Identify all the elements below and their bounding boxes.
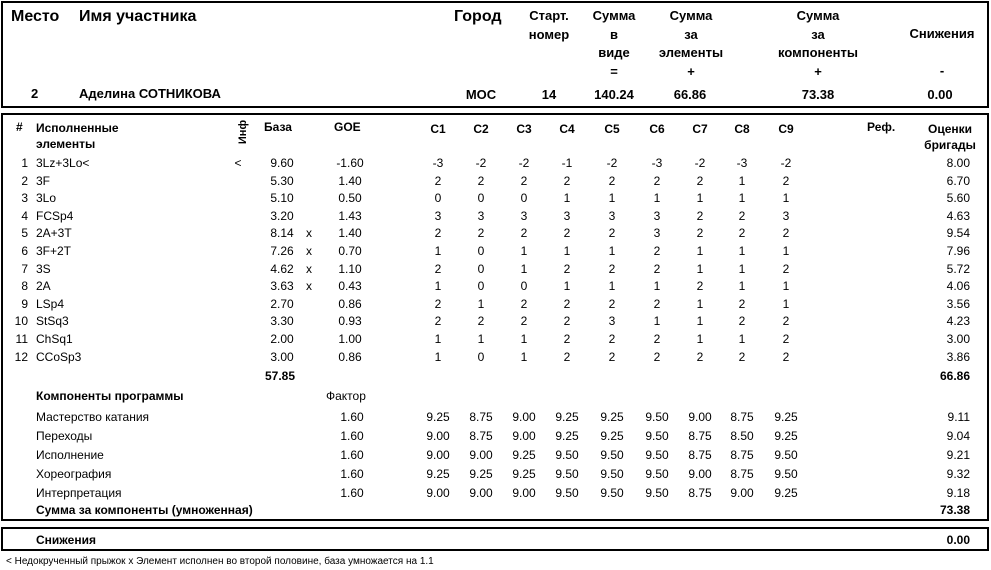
- element-row-judge-9: 2: [782, 332, 790, 346]
- element-row-goe: 0.70: [338, 244, 362, 258]
- component-row-judge-4: 9.25: [555, 410, 579, 424]
- component-row-judge-2: 8.75: [469, 410, 493, 424]
- element-row-base: 3.20: [270, 208, 294, 223]
- component-row-judge-8: 8.75: [730, 467, 754, 481]
- element-row-name: StSq3: [36, 314, 69, 329]
- element-row-judge-3: 2: [520, 314, 528, 329]
- element-row-judge-4: 2: [563, 173, 571, 188]
- deductions-label: Снижения -: [909, 26, 975, 78]
- component-row-score: 9.11: [947, 410, 970, 424]
- element-row-num: 3: [21, 191, 28, 206]
- element-row-judge-6: 2: [653, 296, 661, 311]
- element-row-judge-8: 1: [738, 332, 746, 346]
- element-row-base: 4.62: [270, 261, 294, 276]
- element-row-num: 9: [21, 296, 28, 311]
- element-row-name: 3Lo: [36, 191, 57, 206]
- component-row-score: 9.32: [946, 467, 970, 481]
- component-row-judge-4: 9.50: [555, 448, 579, 462]
- element-row-judge-7: 1: [696, 296, 704, 311]
- component-row-judge-3: 9.00: [512, 410, 536, 424]
- component-row-name: Интерпретация: [36, 486, 122, 500]
- element-row-base: 3.30: [270, 314, 294, 329]
- element-row-judge-5: 1: [608, 191, 616, 206]
- element-row-judge-3: 2: [520, 296, 528, 311]
- col-element-header: Исполненные элементы: [36, 121, 119, 151]
- component-row-judge-3: 9.25: [512, 467, 536, 481]
- element-row-judge-9: 2: [782, 226, 790, 241]
- element-row-judge-3: 3: [520, 208, 528, 223]
- element-row-judge-6: 2: [653, 173, 661, 188]
- element-row-judge-8: 1: [738, 244, 746, 258]
- component-row-judge-5: 9.25: [600, 429, 624, 443]
- element-row-name: 2A+3T: [36, 226, 72, 241]
- element-row-name: LSp4: [36, 296, 65, 311]
- component-row-judge-1: 9.25: [426, 467, 450, 481]
- skater-total: 140.24: [594, 87, 634, 102]
- component-row-judge-4: 9.25: [555, 429, 579, 443]
- element-row-score: 8.00: [946, 156, 970, 170]
- element-row-judge-8: 2: [738, 208, 746, 223]
- element-row-judge-7: 1: [696, 244, 704, 258]
- element-row-judge-4: 1: [563, 191, 571, 206]
- element-row-judge-4: 2: [563, 332, 571, 346]
- judge-header-9: C9: [778, 122, 794, 136]
- element-row-judge-3: 1: [520, 261, 528, 276]
- element-row-goe: 0.86: [338, 349, 362, 364]
- component-row-name: Исполнение: [36, 448, 104, 462]
- element-row-base: 5.30: [270, 173, 294, 188]
- element-row-judge-1: 2: [434, 314, 442, 329]
- col-base-header: База: [264, 120, 292, 134]
- component-row-name: Мастерство катания: [36, 410, 150, 424]
- element-row-judge-9: -2: [780, 156, 792, 170]
- element-row-name: ChSq1: [36, 332, 73, 346]
- element-row-score: 6.70: [946, 173, 970, 188]
- component-row-score: 9.21: [946, 448, 970, 462]
- element-row-goe: 1.00: [338, 332, 362, 346]
- element-row-goe: 0.93: [338, 314, 362, 329]
- element-row-judge-3: 0: [520, 279, 528, 294]
- element-row-judge-3: -2: [518, 156, 530, 170]
- element-row-judge-7: 1: [696, 314, 704, 329]
- element-row-judge-3: 2: [520, 226, 528, 241]
- element-row-judge-5: 2: [608, 296, 616, 311]
- element-row-judge-7: 2: [696, 226, 704, 241]
- element-row-num: 5: [21, 226, 28, 241]
- element-row-judge-2: 0: [477, 261, 485, 276]
- component-row-judge-4: 9.50: [555, 486, 579, 500]
- element-row-judge-1: 2: [434, 296, 442, 311]
- element-row-judge-5: 2: [608, 173, 616, 188]
- element-row-num: 2: [21, 173, 28, 188]
- component-row-judge-6: 9.50: [645, 467, 669, 481]
- deductions-box: [1, 527, 989, 551]
- element-row-base: 8.14: [270, 226, 294, 241]
- col-goe-header: GOE: [334, 120, 361, 134]
- components-total-label: Сумма за компоненты (умноженная): [36, 503, 253, 517]
- components-title: Компоненты программы: [36, 389, 184, 403]
- element-row-judge-1: -3: [432, 156, 444, 170]
- element-row-score: 7.96: [946, 244, 970, 258]
- element-row-judge-3: 1: [520, 244, 528, 258]
- element-row-judge-9: 1: [782, 279, 790, 294]
- element-row-name: CCoSp3: [36, 349, 82, 364]
- element-row-num: 12: [14, 349, 28, 364]
- element-row-judge-2: 3: [477, 208, 485, 223]
- skater-deductions: 0.00: [927, 87, 953, 102]
- element-row-judge-9: 1: [782, 191, 790, 206]
- element-row-judge-4: 3: [563, 208, 571, 223]
- element-row-judge-3: 1: [520, 349, 528, 364]
- element-row-goe: 1.40: [338, 173, 362, 188]
- element-row-judge-5: 2: [608, 349, 616, 364]
- component-row-judge-4: 9.50: [555, 467, 579, 481]
- element-row-judge-1: 3: [434, 208, 442, 223]
- element-row-num: 6: [21, 244, 28, 258]
- element-row-judge-2: 0: [477, 191, 485, 206]
- element-row-score: 4.23: [946, 314, 970, 329]
- skater-start-number: 14: [541, 87, 557, 102]
- element-row-info: <: [234, 156, 242, 170]
- element-row-judge-6: 1: [653, 279, 661, 294]
- element-row-judge-5: 2: [608, 226, 616, 241]
- element-row-base: 2.70: [270, 296, 294, 311]
- element-row-judge-4: 2: [563, 349, 571, 364]
- element-row-judge-7: 2: [696, 208, 704, 223]
- component-row-factor: 1.60: [340, 410, 364, 424]
- element-row-name: 3S: [36, 261, 51, 276]
- component-row-judge-6: 9.50: [645, 486, 669, 500]
- element-row-score: 4.06: [946, 279, 970, 294]
- element-row-base: 2.00: [270, 332, 294, 346]
- element-row-judge-9: 1: [782, 244, 790, 258]
- judge-header-6: C6: [649, 122, 665, 136]
- element-row-base: 3.63: [270, 279, 294, 294]
- element-row-num: 11: [15, 332, 28, 346]
- element-row-judge-6: 1: [653, 314, 661, 329]
- element-row-goe: 0.50: [338, 191, 362, 206]
- element-row-name: 2A: [36, 279, 51, 294]
- element-row-judge-7: 1: [696, 191, 704, 206]
- component-row-judge-5: 9.50: [600, 467, 624, 481]
- element-row-judge-1: 1: [434, 349, 442, 364]
- component-row-judge-1: 9.00: [426, 486, 450, 500]
- component-row-judge-2: 9.00: [469, 486, 493, 500]
- element-row-judge-6: -3: [651, 156, 663, 170]
- component-row-name: Переходы: [36, 429, 93, 443]
- element-row-x-flag: x: [306, 226, 312, 241]
- element-row-judge-4: 1: [563, 279, 571, 294]
- city-label: Город: [454, 8, 502, 25]
- element-row-judge-8: 2: [738, 349, 746, 364]
- judge-header-3: C3: [516, 122, 532, 136]
- element-row-judge-6: 3: [653, 208, 661, 223]
- element-row-judge-1: 2: [434, 261, 442, 276]
- element-row-name: 3Lz+3Lo<: [36, 156, 90, 170]
- component-row-factor: 1.60: [340, 486, 364, 500]
- component-row-judge-7: 9.00: [688, 467, 712, 481]
- element-row-goe: 0.43: [338, 279, 362, 294]
- element-row-judge-8: 1: [738, 191, 746, 206]
- component-row-score: 9.04: [946, 429, 970, 443]
- element-row-judge-8: 1: [738, 261, 746, 276]
- element-row-judge-2: 2: [477, 226, 485, 241]
- component-row-judge-3: 9.00: [512, 429, 536, 443]
- component-row-judge-3: 9.25: [512, 448, 536, 462]
- element-row-base: 9.60: [270, 156, 294, 170]
- skater-name: Аделина СОТНИКОВА: [79, 86, 221, 101]
- element-row-score: 9.54: [946, 226, 970, 241]
- element-row-judge-3: 1: [520, 332, 528, 346]
- element-row-judge-6: 2: [653, 261, 661, 276]
- element-row-base: 7.26: [270, 244, 294, 258]
- judge-header-2: C2: [473, 122, 489, 136]
- component-row-judge-9: 9.25: [774, 486, 798, 500]
- component-row-judge-7: 8.75: [688, 448, 712, 462]
- element-row-judge-7: 1: [696, 332, 704, 346]
- element-row-score: 5.60: [946, 191, 970, 206]
- element-row-judge-6: 2: [653, 244, 661, 258]
- element-row-judge-2: 1: [477, 296, 485, 311]
- element-row-judge-1: 1: [434, 279, 442, 294]
- element-row-judge-6: 1: [653, 191, 661, 206]
- component-row-judge-9: 9.25: [774, 429, 798, 443]
- element-row-judge-2: 0: [477, 279, 485, 294]
- element-row-judge-3: 0: [520, 191, 528, 206]
- element-row-judge-7: -2: [694, 156, 706, 170]
- skater-city: МОС: [465, 87, 497, 102]
- element-row-x-flag: x: [306, 279, 312, 294]
- factor-label: Фактор: [326, 389, 366, 403]
- element-row-base: 5.10: [270, 191, 294, 206]
- element-row-name: FCSp4: [36, 208, 74, 223]
- element-row-judge-8: 2: [738, 296, 746, 311]
- component-row-judge-2: 8.75: [469, 429, 493, 443]
- element-row-judge-7: 1: [696, 261, 704, 276]
- element-row-judge-9: 2: [782, 349, 790, 364]
- element-row-score: 3.56: [946, 296, 970, 311]
- col-score-header: Оценки бригады: [924, 122, 976, 152]
- element-row-goe: -1.60: [336, 156, 364, 170]
- element-row-judge-7: 2: [696, 173, 704, 188]
- element-row-num: 1: [21, 156, 28, 170]
- component-row-factor: 1.60: [340, 467, 364, 481]
- component-row-judge-5: 9.25: [600, 410, 624, 424]
- element-row-judge-1: 1: [434, 244, 442, 258]
- component-row-judge-5: 9.50: [600, 448, 624, 462]
- skater-place: 2: [31, 86, 39, 101]
- component-row-judge-8: 8.75: [730, 410, 754, 424]
- element-row-judge-3: 2: [520, 173, 528, 188]
- element-row-judge-5: 3: [608, 208, 616, 223]
- element-row-judge-6: 2: [653, 349, 661, 364]
- element-row-base: 3.00: [270, 349, 294, 364]
- deductions-box-label: Снижения: [36, 533, 96, 547]
- element-row-judge-8: 2: [738, 226, 746, 241]
- component-row-name: Хореография: [36, 467, 112, 481]
- element-row-judge-1: 1: [434, 332, 442, 346]
- element-row-name: 3F+2T: [36, 244, 72, 258]
- element-row-goe: 1.10: [338, 261, 362, 276]
- element-row-judge-4: 2: [563, 226, 571, 241]
- component-row-judge-1: 9.00: [426, 448, 450, 462]
- element-row-x-flag: x: [306, 261, 312, 276]
- element-row-judge-9: 2: [782, 173, 790, 188]
- element-row-judge-8: 1: [738, 173, 746, 188]
- deductions-box-value: 0.00: [946, 533, 970, 547]
- judge-header-5: C5: [604, 122, 620, 136]
- component-row-judge-6: 9.50: [645, 410, 669, 424]
- skater-elements-total: 66.86: [673, 87, 707, 102]
- base-total: 57.85: [264, 369, 296, 383]
- element-row-judge-5: 1: [608, 279, 616, 294]
- component-row-judge-2: 9.25: [469, 467, 493, 481]
- component-row-judge-7: 8.75: [688, 429, 712, 443]
- element-row-judge-4: 2: [563, 261, 571, 276]
- element-row-judge-1: 0: [434, 191, 442, 206]
- element-row-judge-2: 2: [477, 314, 485, 329]
- element-row-judge-8: 1: [738, 279, 746, 294]
- element-row-judge-9: 1: [782, 296, 790, 311]
- element-row-judge-5: 1: [608, 244, 616, 258]
- element-row-score: 3.00: [946, 332, 970, 346]
- element-row-score: 3.86: [946, 349, 970, 364]
- name-label: Имя участника: [79, 8, 197, 25]
- element-row-judge-2: 0: [477, 244, 485, 258]
- components-score-label: Сумма за компоненты +: [778, 8, 858, 79]
- col-info-header: Инф: [237, 119, 249, 145]
- element-row-judge-2: 1: [477, 332, 485, 346]
- element-row-judge-4: 2: [563, 314, 571, 329]
- component-row-judge-2: 9.00: [469, 448, 493, 462]
- component-row-factor: 1.60: [340, 429, 364, 443]
- element-row-judge-5: 2: [608, 261, 616, 276]
- element-row-x-flag: x: [306, 244, 312, 258]
- component-row-factor: 1.60: [340, 448, 364, 462]
- judge-header-7: C7: [692, 122, 708, 136]
- judge-header-8: C8: [734, 122, 750, 136]
- element-row-num: 7: [21, 261, 28, 276]
- component-row-judge-1: 9.25: [426, 410, 450, 424]
- component-row-judge-1: 9.00: [426, 429, 450, 443]
- element-row-num: 8: [21, 279, 28, 294]
- component-row-judge-9: 9.50: [774, 448, 798, 462]
- element-row-goe: 1.40: [338, 226, 362, 241]
- component-row-score: 9.18: [946, 486, 970, 500]
- element-row-judge-9: 3: [782, 208, 790, 223]
- component-row-judge-9: 9.50: [774, 467, 798, 481]
- element-row-judge-7: 2: [696, 279, 704, 294]
- component-row-judge-6: 9.50: [645, 429, 669, 443]
- footnote: < Недокрученный прыжок x Элемент исполнен во второй половине, база умножается на 1.1: [6, 556, 434, 567]
- element-row-judge-6: 2: [653, 332, 661, 346]
- component-row-judge-9: 9.25: [774, 410, 798, 424]
- component-row-judge-8: 8.50: [730, 429, 754, 443]
- element-row-judge-4: 2: [563, 296, 571, 311]
- component-row-judge-8: 9.00: [730, 486, 754, 500]
- element-row-judge-4: 1: [563, 244, 571, 258]
- component-row-judge-8: 8.75: [730, 448, 754, 462]
- skater-components-total: 73.38: [801, 87, 835, 102]
- element-row-score: 5.72: [946, 261, 970, 276]
- element-row-judge-2: 0: [477, 349, 485, 364]
- element-row-judge-2: -2: [475, 156, 487, 170]
- element-row-judge-5: 3: [608, 314, 616, 329]
- element-row-judge-9: 2: [782, 261, 790, 276]
- col-ref-header: Реф.: [867, 120, 896, 134]
- element-row-name: 3F: [36, 173, 51, 188]
- elements-total: 66.86: [939, 369, 970, 383]
- element-row-judge-9: 2: [782, 314, 790, 329]
- element-row-judge-7: 2: [696, 349, 704, 364]
- element-row-judge-8: -3: [736, 156, 748, 170]
- element-row-judge-8: 2: [738, 314, 746, 329]
- component-row-judge-6: 9.50: [645, 448, 669, 462]
- start-number-label: Старт. номер: [528, 8, 570, 42]
- component-row-judge-3: 9.00: [512, 486, 536, 500]
- element-row-goe: 1.43: [338, 208, 362, 223]
- component-row-judge-7: 8.75: [688, 486, 712, 500]
- elements-score-label: Сумма за элементы +: [658, 8, 724, 79]
- element-row-num: 10: [14, 314, 28, 329]
- element-row-num: 4: [21, 208, 28, 223]
- col-num-header: #: [16, 120, 23, 134]
- judge-header-4: C4: [559, 122, 575, 136]
- total-score-label: Сумма в виде =: [592, 8, 636, 79]
- judge-header-1: C1: [430, 122, 446, 136]
- element-row-goe: 0.86: [338, 296, 362, 311]
- element-row-judge-2: 2: [477, 173, 485, 188]
- element-row-judge-4: -1: [561, 156, 573, 170]
- component-row-judge-7: 9.00: [688, 410, 712, 424]
- place-label: Место: [11, 8, 60, 25]
- component-row-judge-5: 9.50: [600, 486, 624, 500]
- element-row-judge-5: -2: [606, 156, 618, 170]
- element-row-judge-1: 2: [434, 226, 442, 241]
- element-row-judge-6: 3: [653, 226, 661, 241]
- element-row-judge-5: 2: [608, 332, 616, 346]
- element-row-score: 4.63: [946, 208, 970, 223]
- components-total: 73.38: [939, 503, 970, 517]
- element-row-judge-1: 2: [434, 173, 442, 188]
